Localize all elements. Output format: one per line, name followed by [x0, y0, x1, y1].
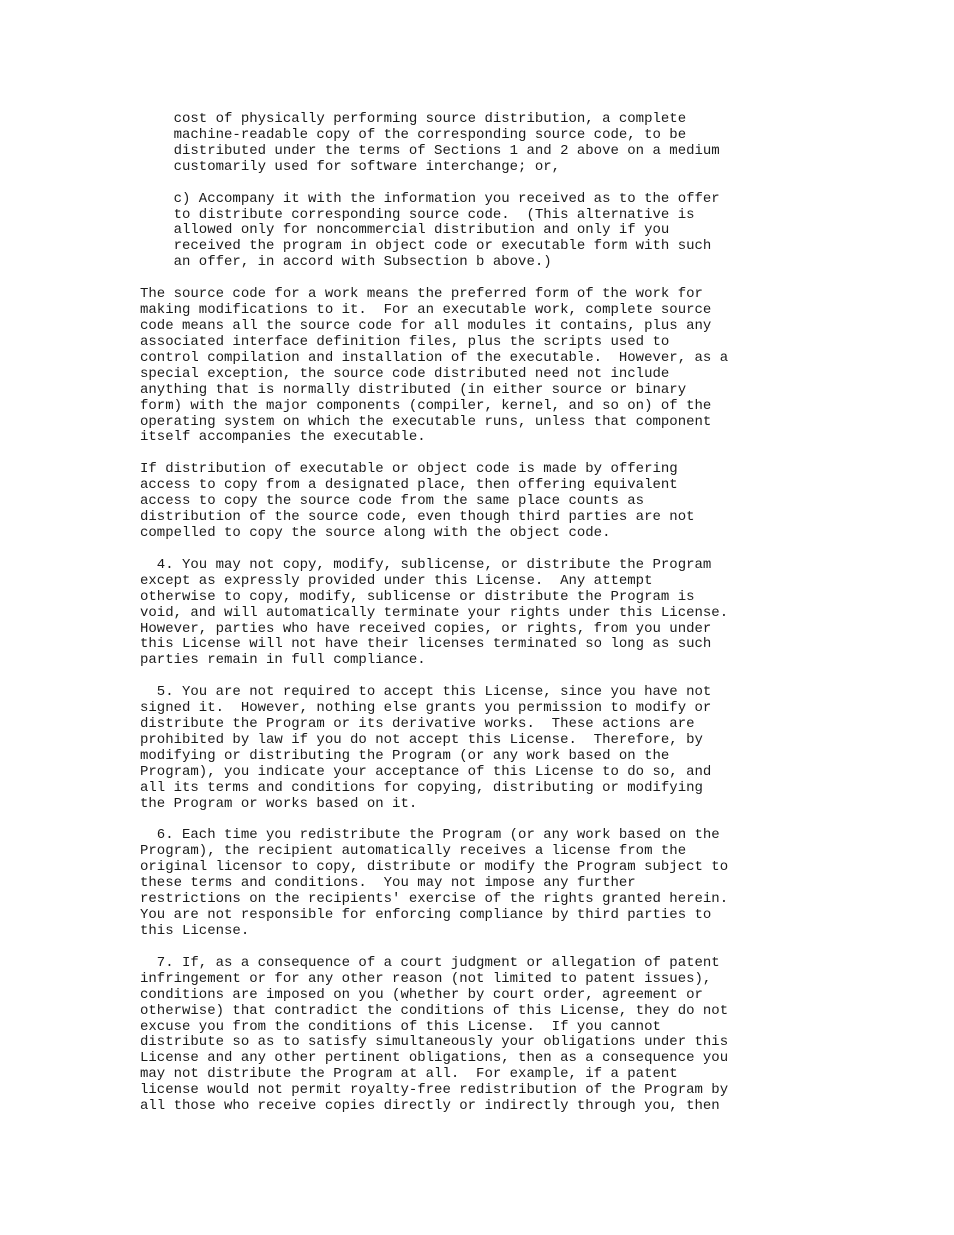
text-line: License and any other pertinent obligations, then as a consequence you: [140, 1050, 729, 1067]
text-line: these terms and conditions. You may not impose any further: [140, 875, 636, 892]
text-line: customarily used for software interchange; or,: [140, 158, 561, 175]
text-line: cost of physically performing source distribution, a complete: [140, 111, 687, 127]
license-text-body: [140, 112, 728, 1115]
text-line: all its terms and conditions for copying, distributing or modifying: [140, 779, 703, 796]
text-line: If distribution of executable or object code is made by offering: [140, 461, 678, 478]
text-line: 6. Each time you redistribute the Program (or any work based on the: [140, 827, 720, 844]
text-line: license would not permit royalty-free redistribution of the Program by: [140, 1082, 729, 1099]
text-line: associated interface definition files, plus the scripts used to: [140, 333, 670, 350]
text-line: restrictions on the recipients' exercise of the rights granted herein.: [140, 891, 729, 908]
text-line: access to copy the source code from the same place counts as: [140, 493, 645, 510]
text-line: this License will not have their licenses terminated so long as such: [140, 636, 712, 653]
text-line: this License.: [140, 923, 250, 940]
text-line: You are not responsible for enforcing compliance by third parties to: [140, 907, 712, 924]
text-line: signed it. However, nothing else grants you permission to modify or: [140, 700, 712, 717]
text-line: anything that is normally distributed (in either source or binary: [140, 381, 687, 398]
text-line: distribution of the source code, even though third parties are not: [140, 509, 695, 526]
text-line: machine-readable copy of the corresponding source code, to be: [140, 126, 687, 143]
text-line: parties remain in full compliance.: [140, 652, 426, 669]
text-line: excuse you from the conditions of this License. If you cannot: [140, 1018, 661, 1035]
text-line: access to copy from a designated place, then offering equivalent: [140, 477, 678, 494]
text-line: 5. You are not required to accept this License, since you have not: [140, 684, 712, 701]
text-line: 7. If, as a consequence of a court judgment or allegation of patent: [140, 954, 720, 971]
text-line: operating system on which the executable runs, unless that component: [140, 413, 712, 430]
text-line: However, parties who have received copies, or rights, from you under: [140, 620, 712, 637]
text-line: the Program or works based on it.: [140, 795, 418, 812]
text-line: original licensor to copy, distribute or modify the Program subject to: [140, 859, 729, 876]
text-line: itself accompanies the executable.: [140, 429, 426, 446]
text-line: distributed under the terms of Sections 1 and 2 above on a medium: [140, 142, 720, 159]
text-line: Program), you indicate your acceptance of this License to do so, and: [140, 763, 712, 780]
text-line: allowed only for noncommercial distribution and only if you: [140, 222, 670, 239]
text-line: otherwise) that contradict the conditions of this License, they do not: [140, 1002, 729, 1019]
text-line: distribute so as to satisfy simultaneously your obligations under this: [140, 1034, 729, 1051]
text-line: code means all the source code for all modules it contains, plus any: [140, 317, 712, 334]
text-line: compelled to copy the source along with the object code.: [140, 524, 611, 541]
text-line: infringement or for any other reason (not limited to patent issues),: [140, 970, 712, 987]
text-line: 4. You may not copy, modify, sublicense, or distribute the Program: [140, 556, 712, 573]
text-line: may not distribute the Program at all. For example, if a patent: [140, 1066, 678, 1083]
text-line: to distribute corresponding source code. (This alternative is: [140, 206, 695, 223]
text-line: Program), the recipient automatically receives a license from the: [140, 843, 687, 860]
text-line: c) Accompany it with the information you received as to the offer: [140, 190, 720, 207]
text-line: distribute the Program or its derivative works. These actions are: [140, 716, 695, 733]
text-line: received the program in object code or executable form with such: [140, 238, 712, 255]
text-line: special exception, the source code distributed need not include: [140, 365, 670, 382]
text-line: prohibited by law if you do not accept this License. Therefore, by: [140, 731, 703, 748]
text-line: an offer, in accord with Subsection b above.): [140, 254, 552, 271]
text-line: modifying or distributing the Program (or any work based on the: [140, 747, 670, 764]
text-line: The source code for a work means the preferred form of the work for: [140, 286, 703, 303]
text-line: making modifications to it. For an executable work, complete source: [140, 302, 712, 319]
text-line: otherwise to copy, modify, sublicense or distribute the Program is: [140, 588, 695, 605]
text-line: except as expressly provided under this License. Any attempt: [140, 572, 653, 589]
text-line: control compilation and installation of the executable. However, as a: [140, 349, 729, 366]
text-line: form) with the major components (compiler, kernel, and so on) of the: [140, 397, 712, 414]
text-line: void, and will automatically terminate your rights under this License.: [140, 604, 729, 621]
text-line: conditions are imposed on you (whether by court order, agreement or: [140, 986, 703, 1003]
text-line: all those who receive copies directly or indirectly through you, then: [140, 1098, 720, 1115]
